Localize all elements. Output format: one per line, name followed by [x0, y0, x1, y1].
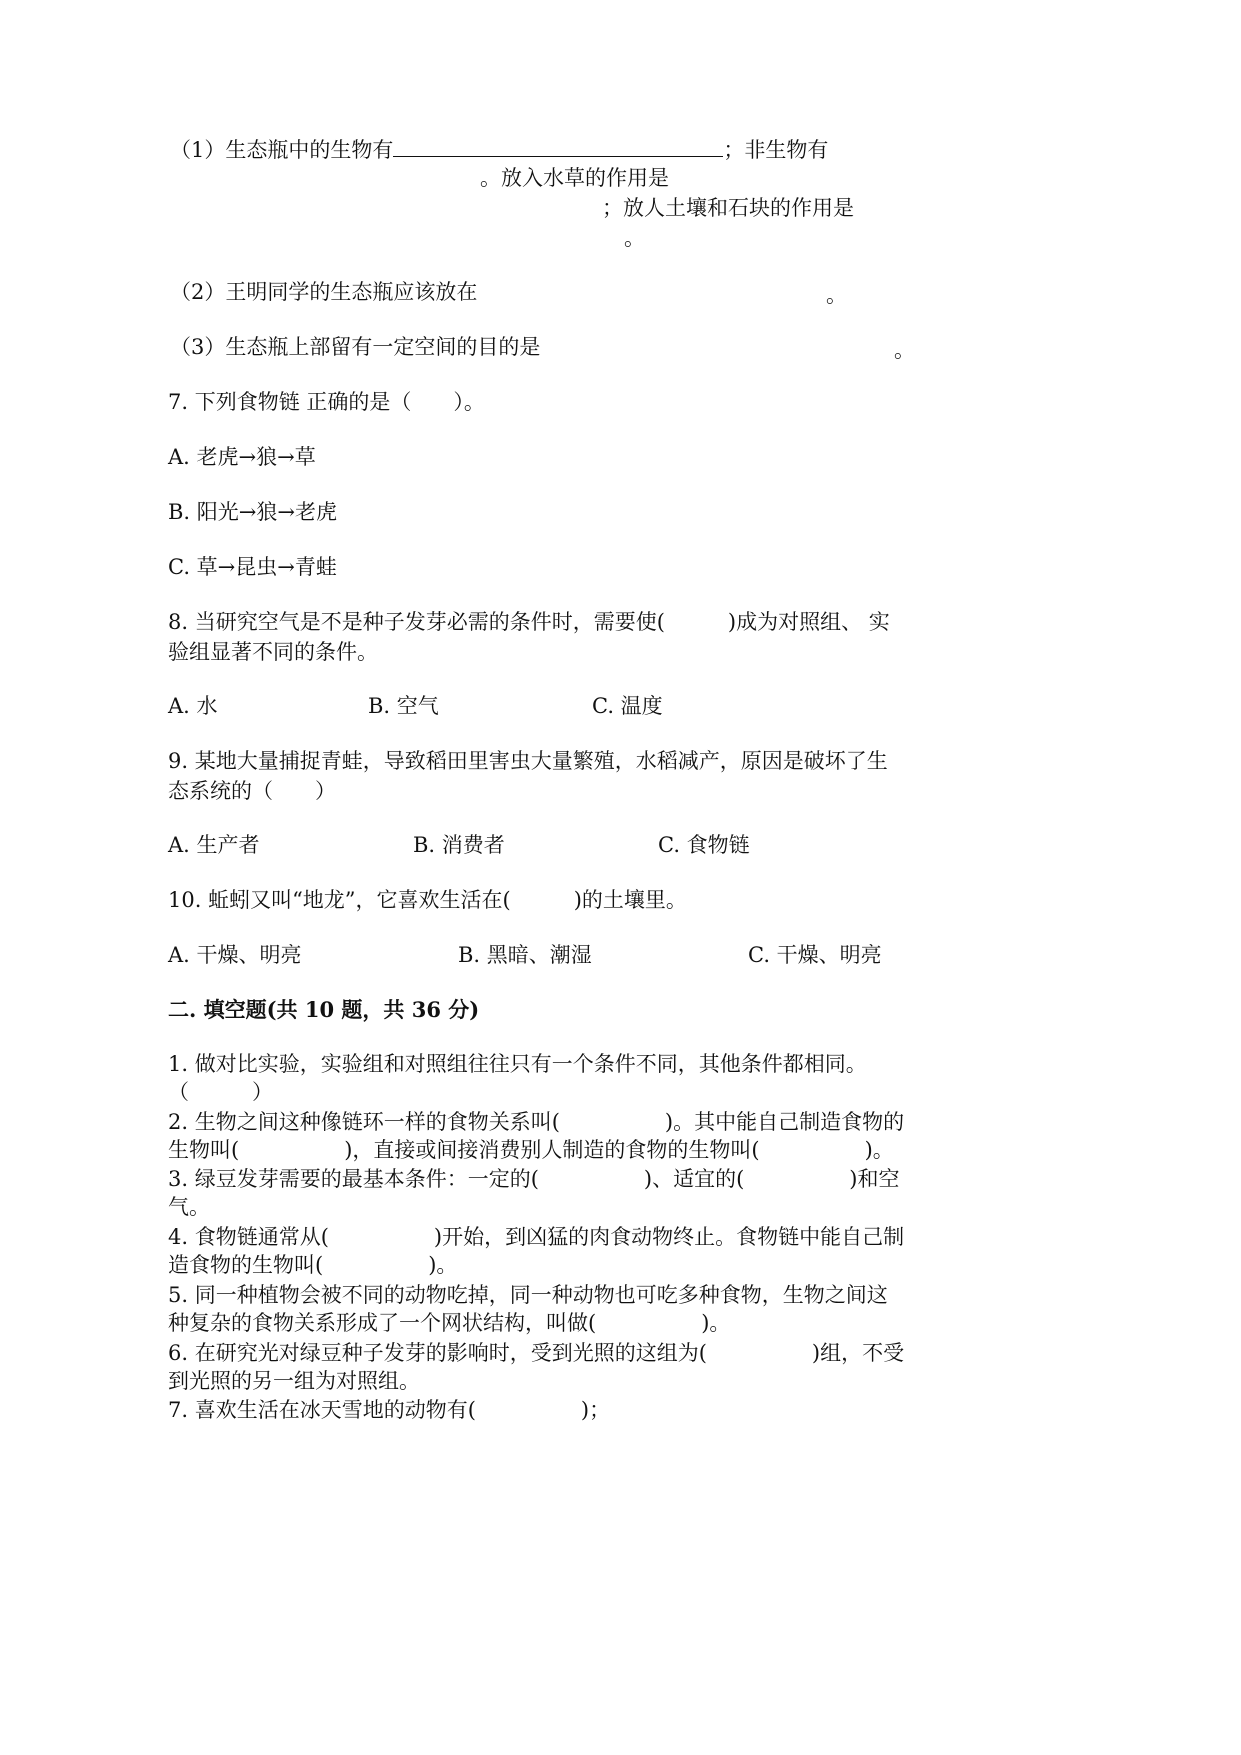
fill-q1-line1: 1. 做对比实验，实验组和对照组往往只有一个条件不同，其他条件都相同。 [168, 1052, 867, 1076]
q10-stem: 10. 蚯蚓又叫“地龙”，它喜欢生活在( )的土壤里。 [168, 888, 687, 912]
fill-q4-line1: 4. 食物链通常从( )开始，到凶猛的肉食动物终止。食物链中能自己制 [168, 1225, 905, 1249]
q6-part1-text-b: ；非生物有 [723, 138, 829, 162]
q10-option-a: A. 干燥、明亮 [168, 943, 302, 967]
q8-option-c: C. 温度 [592, 694, 663, 718]
q8-option-a: A. 水 [168, 694, 218, 718]
q6-part3-end: 。 [894, 338, 915, 362]
fill-q5-line1: 5. 同一种植物会被不同的动物吃掉，同一种动物也可吃多种食物，生物之间这 [168, 1283, 888, 1307]
q10-option-c: C. 干燥、明亮 [748, 943, 882, 967]
q8-stem-line1: 8. 当研究空气是不是种子发芽必需的条件时，需要使( )成为对照组、 实 [168, 610, 890, 634]
q6-part1-text-a: （1）生态瓶中的生物有 [170, 138, 394, 162]
section-2-heading: 二. 填空题(共 10 题，共 36 分) [168, 997, 480, 1022]
fill-q6-line2: 到光照的另一组为对照组。 [168, 1369, 420, 1393]
q6-part3-text: （3）生态瓶上部留有一定空间的目的是 [170, 335, 541, 359]
q9-option-b: B. 消费者 [413, 833, 505, 857]
fill-q4-line2: 造食物的生物叫( )。 [168, 1253, 458, 1277]
q6-blank-living [393, 136, 723, 157]
q6-part1-line1 [170, 136, 828, 162]
q6-part1-line2: 。放入水草的作用是 [480, 166, 669, 190]
q6-part1-line3: ；放人土壤和石块的作用是 [602, 196, 854, 220]
fill-q3-line2: 气。 [168, 1195, 210, 1219]
q9-option-c: C. 食物链 [658, 833, 750, 857]
q6-part2-text: （2）王明同学的生态瓶应该放在 [170, 280, 478, 304]
fill-q3-line1: 3. 绿豆发芽需要的最基本条件：一定的( )、适宜的( )和空 [168, 1167, 900, 1191]
q8-stem-line2: 验组显著不同的条件。 [168, 640, 378, 664]
fill-q5-line2: 种复杂的食物关系形成了一个网状结构，叫做( )。 [168, 1311, 731, 1335]
q7-option-b: B. 阳光→狼→老虎 [168, 500, 337, 524]
q6-part2-end: 。 [826, 283, 847, 307]
q9-stem-line2: 态系统的（ ） [168, 779, 336, 803]
q9-stem-line1: 9. 某地大量捕捉青蛙，导致稻田里害虫大量繁殖，水稻减产，原因是破坏了生 [168, 749, 888, 773]
q8-option-b: B. 空气 [368, 694, 439, 718]
fill-q7-line1: 7. 喜欢生活在冰天雪地的动物有( )； [168, 1398, 611, 1422]
q9-option-a: A. 生产者 [168, 833, 260, 857]
fill-q2-line2: 生物叫( )，直接或间接消费别人制造的食物的生物叫( )。 [168, 1138, 894, 1162]
fill-q2-line1: 2. 生物之间这种像链环一样的食物关系叫( )。其中能自己制造食物的 [168, 1110, 905, 1134]
q6-part1-line4: 。 [624, 226, 645, 250]
fill-q6-line1: 6. 在研究光对绿豆种子发芽的影响时，受到光照的这组为( )组，不受 [168, 1341, 905, 1365]
q7-option-c: C. 草→昆虫→青蛙 [168, 555, 337, 579]
q7-option-a: A. 老虎→狼→草 [168, 445, 316, 469]
q7-stem: 7. 下列食物链 正确的是（ ）。 [168, 390, 485, 414]
q10-option-b: B. 黑暗、潮湿 [458, 943, 592, 967]
fill-q1-line2: （ ） [168, 1080, 273, 1104]
